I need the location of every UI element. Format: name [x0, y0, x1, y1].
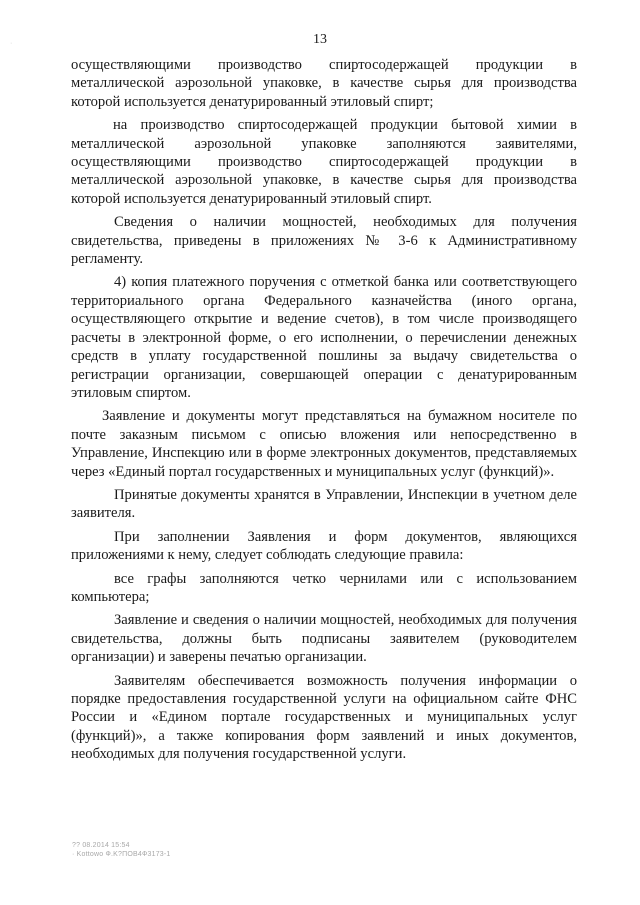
margin-mark: · — [10, 40, 13, 47]
stamp-line-id: · Kottowo Ф.K?ПОВ4Ф3173-1 — [72, 851, 171, 858]
paragraph-8: все графы заполняются четко чернилами или с использованием компьютера; — [71, 570, 577, 605]
paragraph-2: на производство спиртосодержащей продукции бытовой химии в металлической аэрозольной упаковке заполняются заявителями, осуществляющими производство спиртосодержащей продукции в металлической аэрозольной упаковке, в качестве сырья для производства которой используется денатурированный этиловый спирт. — [71, 117, 577, 207]
paragraph-5: Заявление и документы могут представляться на бумажном носителе по почте заказным письмом с описью вложения или непосредственно в Управление, Инспекцию или в форме электронных документов, представляемых через «Единый портал государственных и муниципальных услуг (функций)». — [71, 408, 577, 480]
paragraph-9: Заявление и сведения о наличии мощностей, необходимых для получения свидетельства, должны быть подписаны заявителем (руководителем организации) и заверены печатью организации. — [71, 612, 577, 666]
paragraph-3: Сведения о наличии мощностей, необходимых для получения свидетельства, приведены в приложениях № 3-6 к Административному регламенту. — [71, 214, 577, 268]
paragraph-6: Принятые документы хранятся в Управлении, Инспекции в учетном деле заявителя. — [71, 486, 577, 522]
page-number: 13 — [313, 32, 327, 47]
paragraph-4: 4) копия платежного поручения с отметкой банка или соответствующего территориального органа Федерального казначейства (иного органа, осуществляющего открытие и ведение счетов), в том числе производящего расчеты в электронной форме, о его исполнении, о перечислении денежных средств в уплату государственной пошлины за выдачу свидетельства о регистрации организации, совершающей операции с денатурированным этиловым спиртом. — [71, 274, 577, 401]
electronic-signature-stamp — [72, 841, 171, 859]
stamp-line-date: ?? 08.2014 15:54 — [72, 842, 130, 849]
document-body — [71, 56, 577, 764]
paragraph-10: Заявителям обеспечивается возможность получения информации о порядке предоставления государственной услуги на официальном сайте ФНС России и «Едином портале государственных и муниципальных услуг (функций)», а также копирования форм заявлений и иных документов, необходимых для получения государственной услуги. — [71, 672, 577, 763]
paragraph-7: При заполнении Заявления и форм документов, являющихся приложениями к нему, следует соблюдать следующие правила: — [71, 528, 577, 564]
paragraph-1: осуществляющими производство спиртосодержащей продукции в металлической аэрозольной упаковке, в качестве сырья для производства которой используется денатурированный этиловый спирт; — [71, 57, 577, 110]
